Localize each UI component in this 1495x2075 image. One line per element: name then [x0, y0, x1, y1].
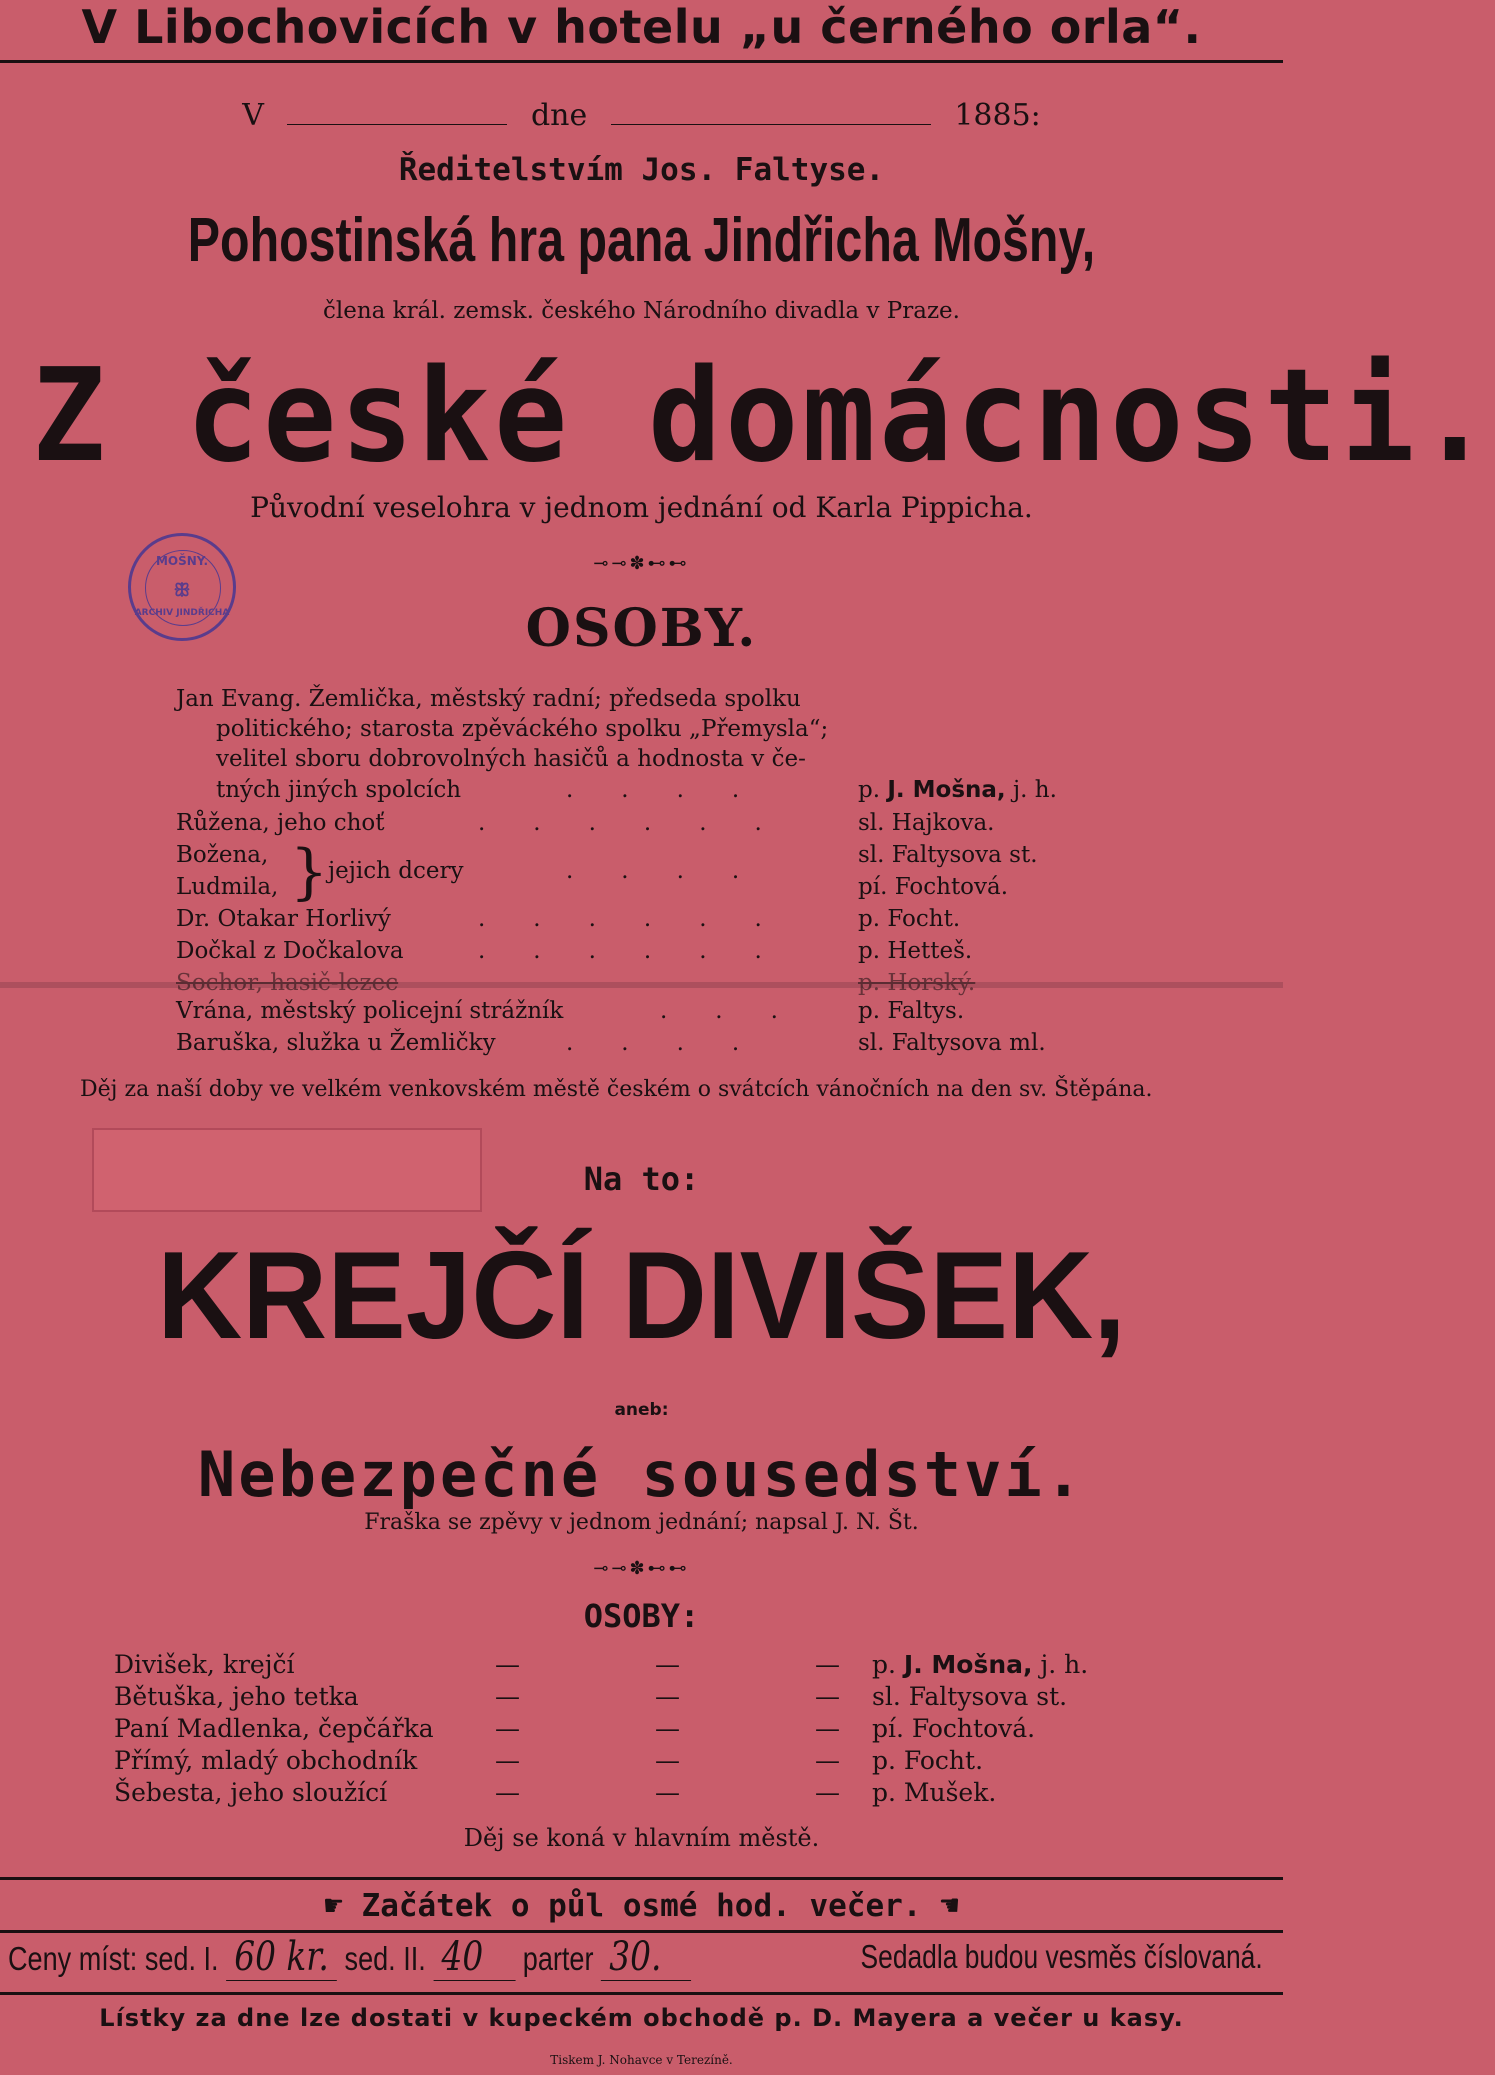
cast2-dash: — — [655, 1650, 680, 1679]
cast1-row-10: Vrána, městský policejní strážník — [176, 998, 564, 1024]
actor-prefix: p. — [858, 777, 881, 803]
guest-title: Pohostinská hra pana Jindřicha Mošny, — [187, 206, 1096, 275]
ornament-divider-2: ⊸⊸✽⊷⊷ — [593, 1558, 690, 1579]
cast1-actor-9: p. Horský. — [858, 970, 976, 996]
cast2-row-1: Bětuška, jeho tetka — [114, 1682, 359, 1711]
printer-credit: Tiskem J. Nohavce v Terezíně. — [550, 2053, 733, 2067]
parter-value: 30. — [601, 1934, 691, 1981]
cast1-actor-8: p. Hetteš. — [858, 938, 973, 964]
play2-aneb: aneb: — [614, 1400, 669, 1420]
cast1-row-11: Baruška, služka u Žemličky — [176, 1030, 496, 1056]
cast2-actor-1: sl. Faltysova st. — [872, 1682, 1068, 1711]
cast2-row-3: Přímý, mladý obchodník — [114, 1746, 418, 1775]
play2-alt-title: Nebezpečné sousedství. — [197, 1438, 1086, 1511]
play2-title: KREJČÍ DIVIŠEK, — [157, 1227, 1126, 1365]
cast1-actor-5: sl. Faltysova st. — [858, 842, 1038, 868]
start-time-text: Začátek o půl osmé hod. večer. — [361, 1888, 922, 1924]
actor-prefix: p. — [872, 1650, 896, 1679]
pointing-hand-left-icon: ☛ — [324, 1888, 343, 1924]
cast1-actor-10: p. Faltys. — [858, 998, 965, 1024]
prices-label: Ceny míst: — [8, 1940, 138, 1977]
cast1-row-1: politického; starosta zpěváckého spolku „Přemysla“; — [216, 716, 829, 742]
brace-label: jejich dcery — [328, 858, 464, 884]
brace: } — [290, 837, 329, 907]
cast2-row-2: Paní Madlenka, čepčářka — [114, 1714, 434, 1743]
cast2-dash: — — [815, 1650, 840, 1679]
actor-suffix: j. h. — [1040, 1650, 1089, 1679]
cast2-dash: — — [495, 1714, 520, 1743]
cast1-row-5: Božena, — [176, 842, 269, 868]
cast1-dots-7: ...... — [478, 906, 810, 932]
cast2-dash: — — [815, 1746, 840, 1775]
sed2-label: sed. II. — [344, 1940, 426, 1977]
cast1-row-3: tných jiných spolcích — [216, 777, 462, 803]
sed1-value: 60 kr. — [226, 1934, 337, 1981]
cast2-dash: — — [655, 1682, 680, 1711]
cast1-dots-4: ...... — [478, 810, 810, 836]
ornament-divider-1: ⊸⊸✽⊷⊷ — [593, 553, 690, 574]
cast2-dash: — — [655, 1714, 680, 1743]
cast1-dots-8: ...... — [478, 938, 810, 964]
start-rule-top — [0, 1877, 1283, 1880]
play2-setting: Děj se koná v hlavním městě. — [463, 1824, 820, 1852]
date-line — [0, 98, 1283, 133]
cast1-row-4: Růžena, jeho choť — [176, 810, 385, 836]
cast1-dots-56: .... — [566, 858, 788, 884]
play1-title: Z české domácnosti. — [32, 342, 1495, 491]
header-title: V Libochovicích v hotelu „u černého orla“. — [81, 0, 1202, 54]
date-prefix: V — [242, 98, 264, 133]
sed2-value: 40 — [433, 1934, 515, 1981]
play1-cast-heading: OSOBY. — [525, 598, 758, 659]
cast2-row-4: Šebesta, jeho sloužící — [114, 1778, 388, 1807]
actor-suffix: j. h. — [1013, 777, 1057, 803]
parter-label: parter — [522, 1940, 594, 1977]
cast2-actor-0 — [872, 1650, 1088, 1679]
cast1-actor-6: pí. Fochtová. — [858, 874, 1009, 900]
cast2-dash: — — [815, 1714, 840, 1743]
tickets-note: Lístky za dne lze dostati v kupeckém obchodě p. D. Mayera a večer u kasy. — [99, 2004, 1184, 2032]
tickets-rule — [0, 1992, 1283, 1995]
cast2-dash: — — [655, 1746, 680, 1775]
stamp-bottom-text: ARCHIV JINDŘICHA — [134, 608, 230, 618]
cast1-dots-11: .... — [566, 1030, 788, 1056]
cast1-actor-3 — [858, 779, 1057, 802]
start-rule-bottom — [0, 1930, 1283, 1933]
cast1-actor-11: sl. Faltysova ml. — [858, 1030, 1046, 1056]
cast2-dash: — — [495, 1778, 520, 1807]
cast2-dash: — — [495, 1650, 520, 1679]
cast1-row-8: Dočkal z Dočkalova — [176, 938, 404, 964]
date-year: 1885: — [954, 98, 1041, 133]
stamp-top-text: MOŠNY. — [155, 554, 209, 568]
date-middle: dne — [530, 98, 588, 133]
cast1-dots-10: ... — [660, 998, 826, 1024]
cast2-dash: — — [495, 1746, 520, 1775]
header-rule — [0, 60, 1283, 63]
cast1-actor-4: sl. Hajkova. — [858, 810, 995, 836]
seats-note: Sedadla budou vesměs číslovaná. — [860, 1938, 1263, 1975]
pointing-hand-right-icon: ☚ — [940, 1888, 959, 1924]
cast2-dash: — — [655, 1778, 680, 1807]
start-time-line — [0, 1888, 1283, 1924]
actor-name: J. Mošna, — [887, 777, 1006, 803]
stamp-center-mark: ꕥ — [173, 580, 191, 601]
cast2-actor-2: pí. Fochtová. — [872, 1714, 1036, 1743]
play2-cast-heading: OSOBY: — [583, 1597, 700, 1635]
play1-setting: Děj za naší doby ve velkém venkovském městě českém o svátcích vánočních na den sv. Štěpána. — [80, 1077, 1153, 1102]
play1-subtitle: Původní veselohra v jednom jednání od Karla Pippicha. — [250, 491, 1033, 524]
cast1-actor-7: p. Focht. — [858, 906, 961, 932]
cast1-dots-3: .... — [566, 777, 788, 803]
na-to-heading: Na to: — [583, 1160, 700, 1198]
play2-subtitle: Fraška se zpěvy v jednom jednání; napsal J. N. Št. — [364, 1510, 919, 1535]
cast2-actor-3: p. Focht. — [872, 1746, 984, 1775]
direction-line: Ředitelstvím Jos. Faltyse. — [398, 152, 885, 188]
guest-subtitle: člena král. zemsk. českého Národního divadla v Praze. — [323, 298, 960, 324]
cast2-actor-4: p. Mušek. — [872, 1778, 997, 1807]
cast1-row-9: Sochor, hasič-lezec — [176, 970, 399, 996]
cast2-dash: — — [495, 1682, 520, 1711]
cast1-row-6: Ludmila, — [176, 874, 279, 900]
prices-line — [8, 1934, 691, 1981]
cast1-row-7: Dr. Otakar Horlivý — [176, 906, 391, 932]
sed1-label: sed. I. — [144, 1940, 219, 1977]
cast1-row-2: velitel sboru dobrovolných hasičů a hodnosta v če- — [216, 746, 806, 772]
actor-name: J. Mošna, — [903, 1650, 1033, 1679]
cast2-row-0: Divišek, krejčí — [114, 1650, 295, 1679]
cast2-dash: — — [815, 1778, 840, 1807]
cast2-dash: — — [815, 1682, 840, 1711]
cast1-row-0: Jan Evang. Žemlička, městský radní; předseda spolku — [176, 686, 801, 712]
